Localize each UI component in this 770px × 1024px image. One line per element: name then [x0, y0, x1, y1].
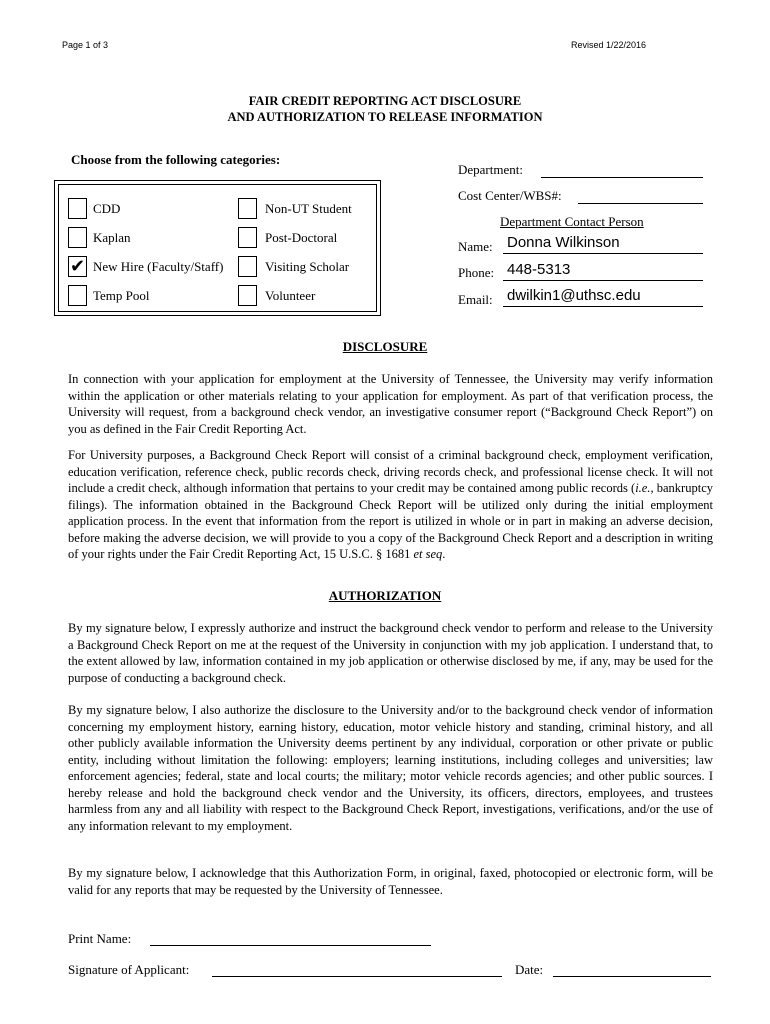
checkbox-visiting-scholar[interactable]	[238, 256, 257, 277]
option-label-new-hire: New Hire (Faculty/Staff)	[93, 259, 224, 274]
name-field-line	[503, 253, 703, 254]
signature-field[interactable]	[212, 976, 502, 977]
email-field-line	[503, 306, 703, 307]
option-label-visiting-scholar: Visiting Scholar	[265, 259, 350, 274]
option-label-temp-pool: Temp Pool	[93, 288, 150, 303]
print-name-field[interactable]	[150, 945, 431, 946]
authorization-paragraph-3: By my signature below, I acknowledge that this Authorization Form, in original, faxed, photocopied or electronic form, will be valid for any reports that may be requested by the University of Tennessee.	[68, 866, 713, 897]
phone-field-line	[503, 280, 703, 281]
cost-center-label: Cost Center/WBS#:	[458, 188, 562, 203]
date-label: Date:	[515, 962, 544, 977]
form-title-line2: AND AUTHORIZATION TO RELEASE INFORMATION	[227, 110, 543, 124]
authorization-paragraph-2: By my signature below, I also authorize the disclosure to the University and/or to the background check vendor of information concerning my employment history, earning history, education, motor vehicle history and standing, criminal history, and all other publicly available information the University deems pertinent by any individual, corporation or other private or public entity, including without limitation the following: employers; learning institutions, including colleges and universities; law enforcement agencies; federal, state and local courts; the military; motor vehicle records agencies; and other public sources. I hereby release and hold the background check vendor and the University, its officers, directors, employees, and trustees harmless from any and all liability with respect to the Background Check Report, investigations, verifications, and/or the use of any information relevant to my employment.	[68, 703, 713, 833]
checkbox-cdd[interactable]	[68, 198, 87, 219]
disclosure-paragraph-2: For University purposes, a Background Check Report will consist of a criminal background check, employment verification, education verification, reference check, public records check, driving records check, and professional license check. It will not include a credit check, although information that pertains to your credit may be contained among public records (i.e., bankruptcy filings). The information obtained in the Background Check Report will be utilized only during the initial employment application process. In the event that information from the report is utilized in whole or in part in making an adverse decision, before making the adverse decision, we will provide to you a copy of the Background Check Report and a description in writing of your rights under the Fair Credit Reporting Act, 15 U.S.C. § 1681 et seq.	[68, 448, 713, 561]
signature-label: Signature of Applicant:	[68, 962, 190, 977]
department-label: Department:	[458, 162, 523, 177]
form-title-line1: FAIR CREDIT REPORTING ACT DISCLOSURE	[248, 94, 522, 108]
checkbox-volunteer[interactable]	[238, 285, 257, 306]
email-field[interactable]: dwilkin1@uthsc.edu	[507, 287, 641, 304]
phone-label: Phone:	[458, 265, 495, 280]
checkbox-kaplan[interactable]	[68, 227, 87, 248]
name-label: Name:	[458, 239, 493, 254]
checkbox-non-ut-student[interactable]	[238, 198, 257, 219]
option-label-post-doctoral: Post-Doctoral	[265, 230, 338, 245]
option-label-cdd: CDD	[93, 201, 121, 216]
page-number: Page 1 of 3	[62, 40, 109, 50]
print-name-label: Print Name:	[68, 931, 132, 946]
date-field[interactable]	[553, 976, 711, 977]
authorization-paragraph-1: By my signature below, I expressly authorize and instruct the background check vendor to perform and release to the University a Background Check Report on me at the request of the University in conjunction with my job application. I understand that, to the extent allowed by law, information contained in my job application or otherwise disclosed by me, if any, may be used for the purpose of conducting a background check.	[68, 621, 713, 685]
option-label-volunteer: Volunteer	[265, 288, 316, 303]
authorization-heading: AUTHORIZATION	[328, 588, 442, 603]
cost-center-field[interactable]	[578, 203, 703, 204]
checkbox-temp-pool[interactable]	[68, 285, 87, 306]
phone-field[interactable]: 448-5313	[507, 261, 571, 278]
checkbox-post-doctoral[interactable]	[238, 227, 257, 248]
name-field[interactable]: Donna Wilkinson	[507, 234, 620, 251]
contact-person-heading: Department Contact Person	[500, 214, 644, 229]
revised-date: Revised 1/22/2016	[571, 40, 647, 50]
option-label-kaplan: Kaplan	[93, 230, 131, 245]
department-field[interactable]	[541, 177, 703, 178]
email-label: Email:	[458, 292, 493, 307]
categories-label: Choose from the following categories:	[71, 152, 281, 167]
disclosure-heading: DISCLOSURE	[342, 339, 428, 354]
checkbox-new-hire[interactable]: ✔	[69, 256, 86, 277]
disclosure-paragraph-1: In connection with your application for employment at the University of Tennessee, the University may verify information within the application or other materials relating to your application for employment. As part of that verification process, the University will request, from a background check vendor, an investigative consumer report (“Background Check Report”) on you as defined in the Fair Credit Reporting Act.	[68, 372, 713, 436]
option-label-non-ut-student: Non-UT Student	[265, 201, 352, 216]
